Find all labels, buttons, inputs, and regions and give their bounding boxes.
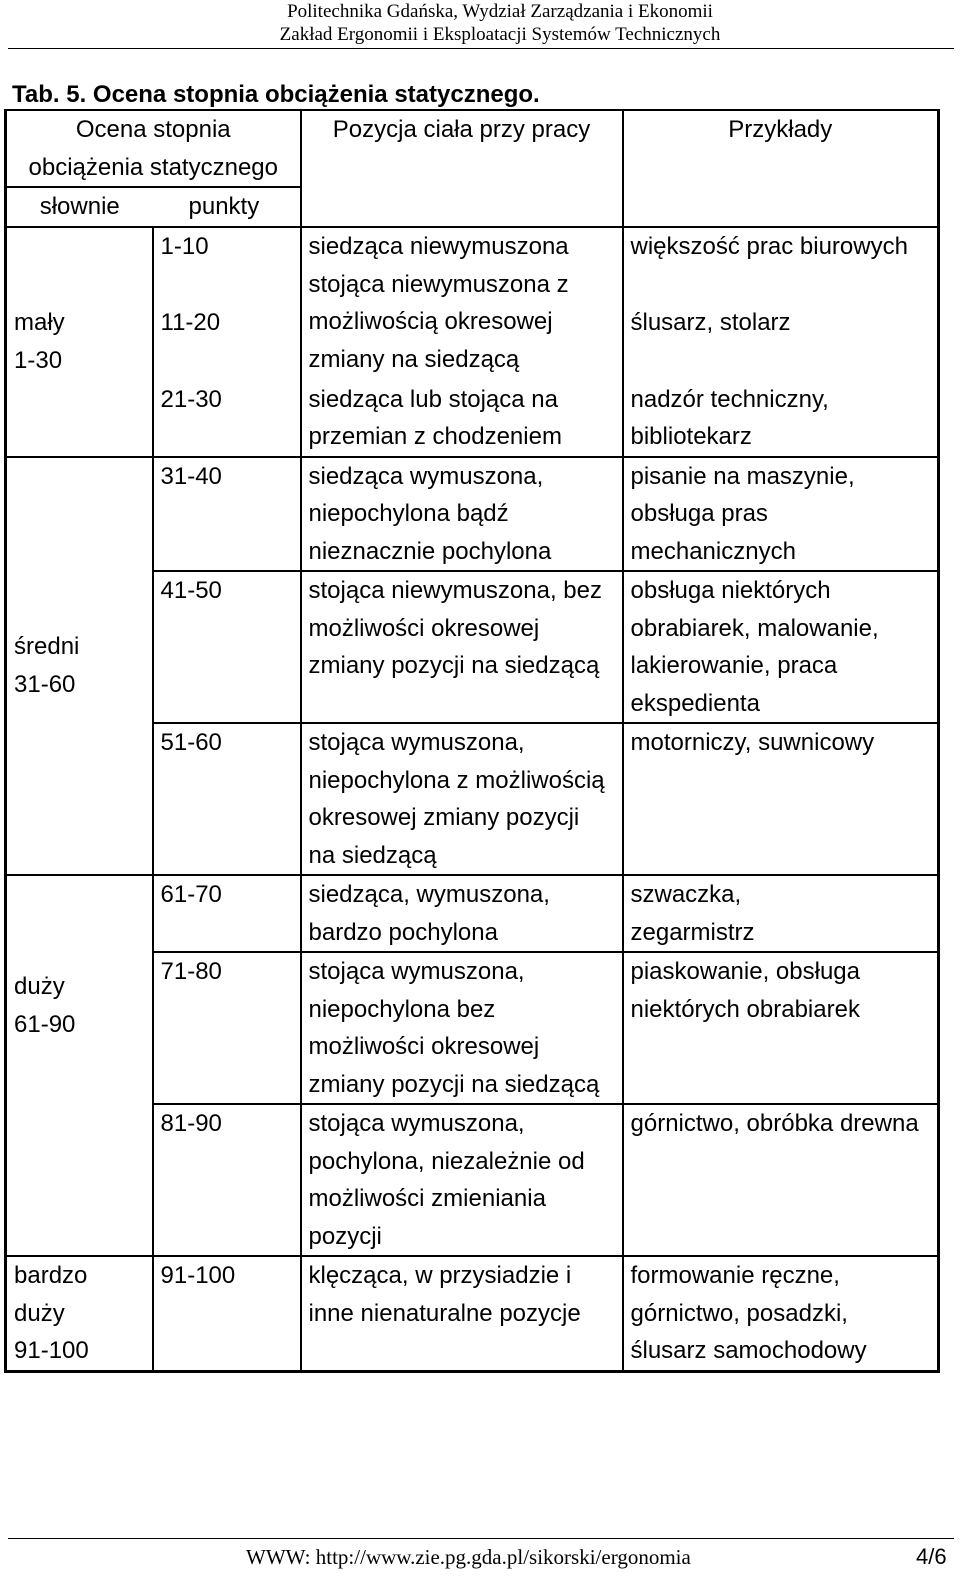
group-bardzo-duzy-range: 91-100 — [14, 1337, 89, 1364]
footer-url: WWW: http://www.zie.pg.gda.pl/sikorski/ergonomia — [246, 1545, 691, 1569]
header-pozycja — [301, 110, 623, 227]
points-cell: 71-80 — [153, 952, 301, 1104]
group-sredni — [6, 457, 153, 876]
points-cell: 41-50 — [153, 571, 301, 723]
page-header — [0, 0, 960, 50]
static-load-table — [4, 109, 940, 1373]
points-cell: 51-60 — [153, 723, 301, 875]
group-maly-range: 1-30 — [14, 346, 63, 374]
examples-cell: ślusarz, stolarz — [623, 266, 939, 381]
table-title: Tab. 5. Ocena stopnia obciążenia statycznego. — [12, 81, 540, 108]
position-cell: stojąca wymuszona, pochylona, niezależnie od możliwości zmieniania pozycji — [301, 1104, 623, 1256]
group-bardzo-duzy-label1: bardzo — [14, 1262, 88, 1289]
group-duzy — [6, 875, 153, 1256]
footer-rule — [8, 1538, 954, 1539]
points-cell: 81-90 — [153, 1104, 301, 1256]
header-department: Zakład Ergonomii i Eksploatacji Systemów Technicznych — [279, 24, 721, 45]
examples-cell: obsługa niektórych obrabiarek, malowanie, lakierowanie, praca ekspedienta — [623, 571, 939, 723]
header-ocena — [6, 110, 301, 187]
points-cell: 61-70 — [153, 875, 301, 952]
examples-cell: nadzór techniczny, bibliotekarz — [623, 381, 939, 457]
examples-cell: formowanie ręczne, górnictwo, posadzki, ślusarz samochodowy — [623, 1256, 939, 1371]
position-cell: siedząca, wymuszona, bardzo pochylona — [301, 875, 623, 952]
points-cell: 91-100 — [153, 1256, 301, 1371]
position-cell: stojąca wymuszona, niepochylona z możliwością okresowej zmiany pozycji na siedzącą — [301, 723, 623, 875]
group-duzy-label: duży — [14, 973, 65, 1000]
header-przyklady-label: Przykłady — [728, 116, 833, 143]
group-maly — [6, 227, 153, 457]
header-przyklady — [623, 110, 939, 227]
points-cell: 31-40 — [153, 457, 301, 572]
position-cell: siedząca lub stojąca na przemian z chodzeniem — [301, 381, 623, 457]
position-cell: stojąca niewymuszona, bez możliwości okresowej zmiany pozycji na siedzącą — [301, 571, 623, 723]
page-number: 4/6 — [916, 1544, 947, 1569]
header-punkty: punkty — [153, 187, 301, 227]
group-sredni-range: 31-60 — [14, 670, 76, 698]
header-slownie: słownie — [6, 187, 153, 227]
header-rule — [8, 48, 954, 49]
header-ocena-line2: obciążenia statycznego — [28, 153, 278, 181]
examples-cell: szwaczka, zegarmistrz — [623, 875, 939, 952]
group-maly-label: mały — [14, 309, 65, 337]
header-pozycja-label: Pozycja ciała przy pracy — [332, 116, 591, 143]
position-cell: stojąca niewymuszona z możliwością okresowej zmiany na siedzącą — [301, 266, 623, 381]
position-cell: siedząca wymuszona, niepochylona bądź nieznacznie pochylona — [301, 457, 623, 572]
header-university: Politechnika Gdańska, Wydział Zarządzania i Ekonomii — [287, 1, 713, 22]
position-cell: stojąca wymuszona, niepochylona bez możliwości okresowej zmiany pozycji na siedzącą — [301, 952, 623, 1104]
group-duzy-range: 61-90 — [14, 1010, 76, 1038]
position-cell: klęcząca, w przysiadzie i inne nienaturalne pozycje — [301, 1256, 623, 1371]
group-bardzo-duzy — [6, 1256, 153, 1371]
header-ocena-line1: Ocena stopnia — [75, 116, 231, 143]
group-sredni-label: średni — [14, 633, 80, 661]
examples-cell: górnictwo, obróbka drewna — [623, 1104, 939, 1256]
points-cell: 1-10 — [153, 227, 301, 266]
examples-cell: pisanie na maszynie, obsługa pras mechanicznych — [623, 457, 939, 572]
position-cell: siedząca niewymuszona — [301, 227, 623, 266]
page-footer — [0, 1538, 960, 1576]
examples-cell: motorniczy, suwnicowy — [623, 723, 939, 875]
points-cell: 21-30 — [153, 381, 301, 457]
examples-cell: piaskowanie, obsługa niektórych obrabiarek — [623, 952, 939, 1104]
group-bardzo-duzy-label2: duży — [14, 1299, 65, 1327]
examples-cell: większość prac biurowych — [623, 227, 939, 266]
points-cell: 11-20 — [153, 266, 301, 381]
